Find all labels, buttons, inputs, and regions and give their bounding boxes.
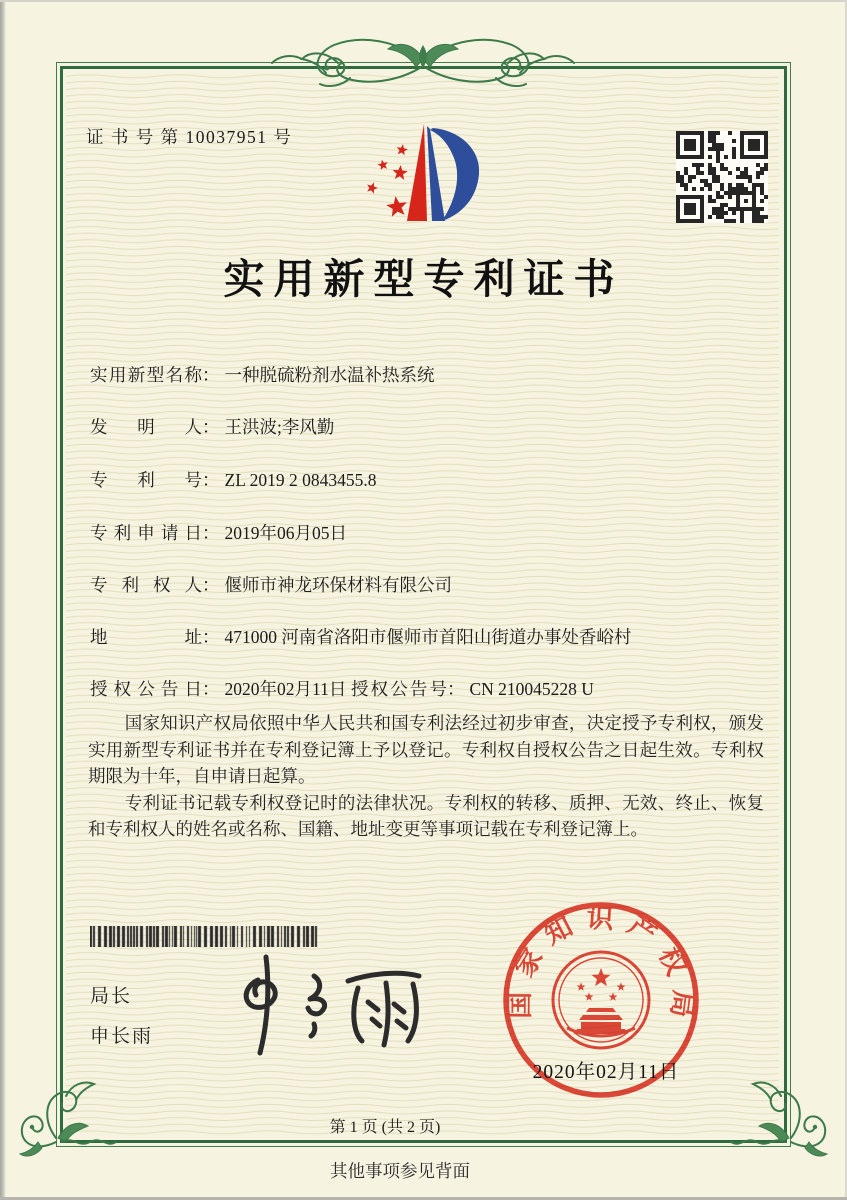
field-row-inventor	[90, 414, 790, 439]
field-colon: ：	[202, 523, 220, 543]
field-label: 专利号	[90, 470, 202, 490]
field-label: 实用新型名称	[90, 365, 202, 385]
corner-ornament-right	[731, 1078, 835, 1162]
seal-date: 2020年02月11日	[532, 1062, 680, 1083]
seal-text: 国家知识产权局	[504, 902, 699, 1032]
commissioner-title: 局长	[90, 986, 133, 1007]
field-row-address	[90, 624, 790, 649]
field-value: 王洪波;李风勤	[224, 417, 335, 437]
scan-edge-left	[0, 0, 6, 1200]
commissioner-name: 申长雨	[90, 1026, 154, 1047]
legal-text	[88, 710, 764, 843]
field-colon: ：	[202, 365, 220, 385]
field-label: 授权公告号	[351, 679, 447, 699]
field-value: 2019年06月05日	[224, 523, 347, 543]
scan-edge-top	[0, 0, 847, 2]
field-colon: ：	[447, 679, 465, 699]
certificate-title: 实用新型专利证书	[223, 256, 624, 302]
field-label: 专利申请日	[90, 523, 202, 543]
field-group-grant-number	[351, 676, 594, 701]
field-row-name	[90, 362, 790, 387]
handwritten-signature	[222, 948, 437, 1060]
field-value: 2020年02月11日	[224, 679, 347, 699]
field-label: 发明人	[90, 417, 202, 437]
field-label: 授权公告日	[90, 679, 202, 699]
page-indicator: 第 1 页 (共 2 页)	[329, 1119, 441, 1136]
field-value: 471000 河南省洛阳市偃师市首阳山街道办事处香峪村	[224, 627, 632, 647]
corner-ornament-left	[12, 1078, 116, 1162]
field-value: ZL 2019 2 0843455.8	[224, 470, 377, 490]
field-colon: ：	[202, 470, 220, 490]
legal-paragraph-1: 国家知识产权局依照中华人民共和国专利法经过初步审查，决定授予专利权，颁发实用新型专利证书并在专利登记簿上予以登记。专利权自授权公告之日起生效。专利权期限为十年，自申请日起算。	[88, 713, 764, 786]
field-label: 专利权人	[90, 575, 202, 595]
top-ornament	[268, 33, 578, 91]
field-row-patentee	[90, 572, 790, 597]
field-label: 地址	[90, 627, 202, 647]
field-colon: ：	[202, 679, 220, 699]
field-row-filing-date	[90, 520, 790, 545]
qr-code-icon	[676, 131, 768, 223]
legal-paragraph-2: 专利证书记载专利权登记时的法律状况。专利权的转移、质押、无效、终止、恢复和专利权人的姓名或名称、国籍、地址变更等事项记载在专利登记簿上。	[88, 792, 764, 839]
field-row-grant	[90, 676, 790, 701]
field-value: 一种脱硫粉剂水温补热系统	[224, 365, 435, 385]
footer-note: 其他事项参见背面	[330, 1161, 470, 1181]
field-value: CN 210045228 U	[469, 679, 594, 699]
field-row-patent-number	[90, 467, 790, 492]
field-value: 偃师市神龙环保材料有限公司	[224, 575, 452, 595]
certificate-number: 证 书 号 第 10037951 号	[86, 127, 293, 147]
cnipa-logo-icon	[360, 114, 490, 229]
barcode-icon	[90, 926, 319, 947]
field-colon: ：	[202, 627, 220, 647]
field-colon: ：	[202, 575, 220, 595]
field-colon: ：	[202, 417, 220, 437]
